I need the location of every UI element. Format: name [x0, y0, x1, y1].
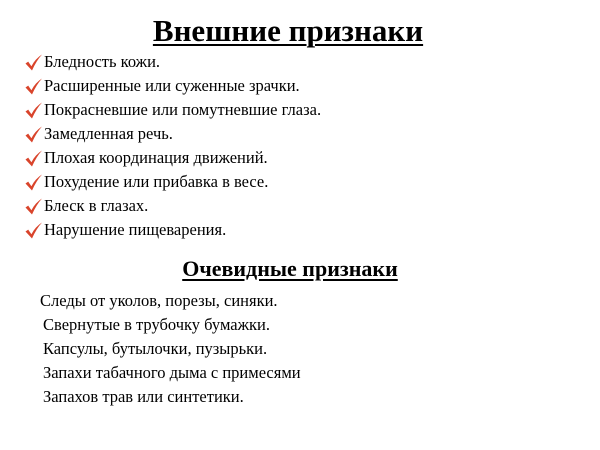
check-mark-icon	[24, 221, 43, 240]
list-item-text: Замедленная речь.	[44, 124, 173, 143]
list-item-text: Бледность кожи.	[44, 52, 161, 71]
list-item	[24, 170, 321, 194]
list-item-text: Покрасневшие или помутневшие глаза.	[44, 100, 322, 119]
check-mark-icon	[24, 77, 43, 96]
section-subtitle: Очевидные признаки	[182, 256, 398, 281]
slide-title: Внешние признаки	[152, 13, 424, 48]
external-signs-list	[24, 50, 321, 242]
list-item: Запахов трав или синтетики.	[43, 387, 244, 406]
list-item-text: Похудение или прибавка в весе.	[44, 172, 269, 191]
list-item: Запахи табачного дыма с примесями	[43, 363, 301, 382]
list-item	[24, 74, 321, 98]
list-item	[24, 218, 321, 242]
list-item	[24, 194, 321, 218]
list-item: Следы от уколов, порезы, синяки.	[40, 291, 278, 310]
check-mark-icon	[24, 197, 43, 216]
list-item	[24, 122, 321, 146]
list-item-text: Плохая координация движений.	[44, 148, 268, 167]
list-item	[24, 50, 321, 74]
obvious-signs-list	[40, 289, 301, 409]
check-mark-icon	[24, 149, 43, 168]
list-item-text: Расширенные или суженные зрачки.	[44, 76, 300, 95]
check-mark-icon	[24, 101, 43, 120]
check-mark-icon	[24, 173, 43, 192]
check-mark-icon	[24, 125, 43, 144]
list-item-text: Блеск в глазах.	[44, 196, 149, 215]
check-mark-icon	[24, 53, 43, 72]
list-item	[24, 146, 321, 170]
list-item-text: Нарушение пищеварения.	[44, 220, 227, 239]
list-item: Капсулы, бутылочки, пузырьки.	[43, 339, 268, 358]
list-item	[24, 98, 321, 122]
list-item: Свернутые в трубочку бумажки.	[43, 315, 270, 334]
